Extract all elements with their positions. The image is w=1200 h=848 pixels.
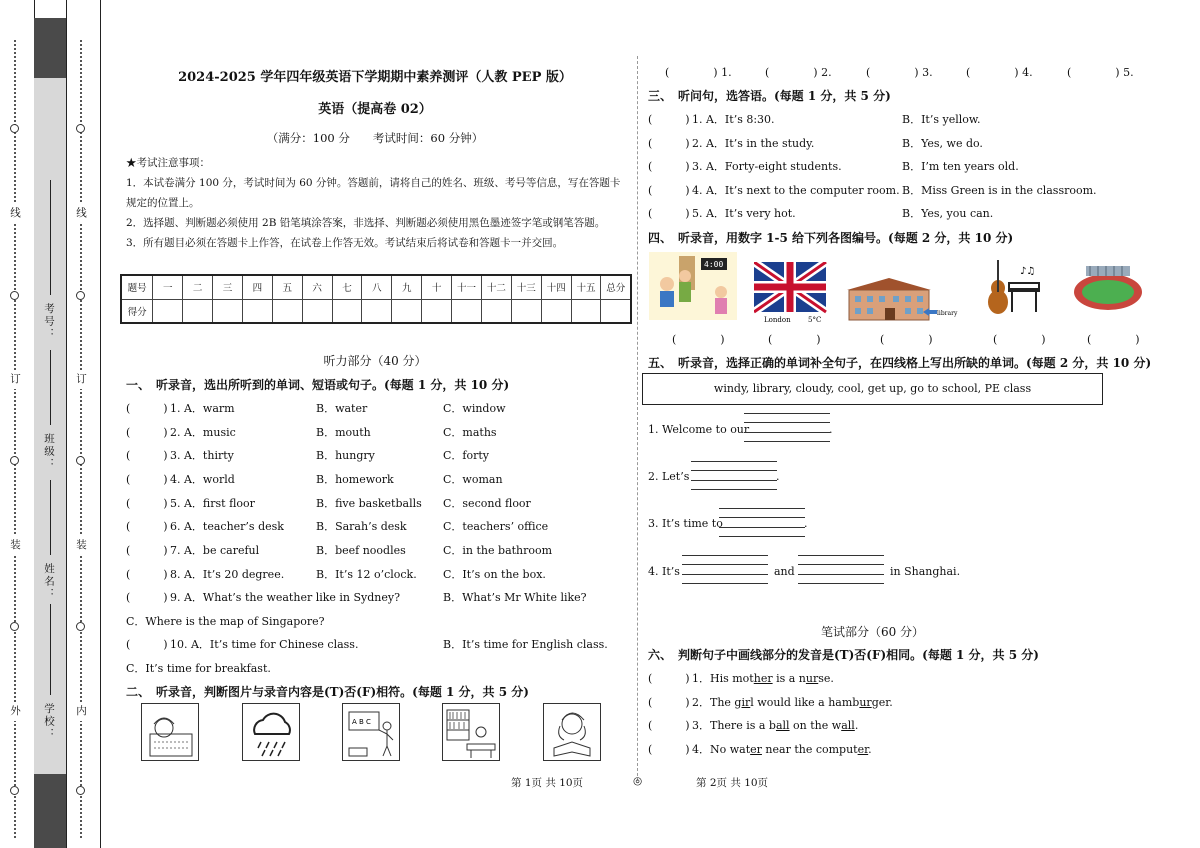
question-row: ( ) 3. A．thirty — [126, 449, 234, 462]
field-school-line[interactable] — [50, 600, 51, 695]
score-input-cell[interactable] — [541, 299, 571, 323]
option-c: C．window — [443, 402, 506, 415]
field-name-line[interactable] — [50, 480, 51, 555]
notice-3: 3．所有题目必须在答题卡上作答，在试卷上作答无效。考试结束后将试卷和答题卡一并交回。 — [126, 237, 564, 249]
girl-reading-picture — [543, 703, 601, 761]
score-input-cell[interactable] — [481, 299, 511, 323]
playground-picture — [1072, 262, 1144, 314]
field-id-line[interactable] — [50, 180, 51, 295]
rain-cloud-picture — [242, 703, 300, 761]
question-row: ( ) 3. A．Forty-eight students. — [648, 160, 842, 173]
s2-answer-5[interactable]: ( ) 5. — [1067, 66, 1134, 79]
notice-title: ★考试注意事项： — [126, 157, 210, 169]
svg-text:A B C: A B C — [352, 718, 371, 726]
sentence-text: No wat — [710, 743, 751, 756]
section3-title: 三、 听问句，选答语。(每题 1 分，共 5 分) — [648, 89, 891, 103]
option-c: C．teachers’ office — [443, 520, 549, 533]
question-row: ( ) 10. A．It’s time for Chinese class. — [126, 638, 359, 651]
question-row: ( ) 5. A．It’s very hot. — [648, 207, 796, 220]
inner-label-nei: 内 — [74, 702, 89, 721]
score-input-cell[interactable] — [302, 299, 332, 323]
score-cell: 十四 — [541, 275, 571, 299]
question-row: ( ) 9. A．What’s the weather like in Sydney? — [126, 591, 401, 604]
score-cell: 四 — [242, 275, 272, 299]
outer-label-ding: 订 — [8, 370, 23, 389]
s2-answer-3[interactable]: ( ) 3. — [866, 66, 933, 79]
field-name-label: 姓名： — [42, 560, 57, 604]
s6-question-1 — [648, 670, 834, 686]
music-instruments-picture — [980, 256, 1044, 320]
score-input-cell[interactable] — [362, 299, 392, 323]
score-cell: 八 — [362, 275, 392, 299]
sentence-text: se. — [818, 672, 834, 685]
score-cell: 三 — [213, 275, 243, 299]
underlined-sound: her — [753, 672, 773, 685]
s5-sentence-1: 1. Welcome to our — [648, 423, 750, 436]
score-input-cell[interactable] — [332, 299, 362, 323]
classroom-blackboard-picture — [342, 703, 400, 761]
sentence-text: is a n — [772, 672, 806, 685]
inner-label-ding: 订 — [74, 370, 89, 389]
question-number: 2． — [692, 696, 710, 709]
option-b: B．Sarah’s desk — [316, 520, 407, 533]
question-row: ( ) 5. A．first floor — [126, 497, 255, 510]
option-b: B．I’m ten years old. — [902, 160, 1019, 173]
score-cell: 五 — [272, 275, 302, 299]
option-b: B．What’s Mr White like? — [443, 591, 587, 604]
score-input-cell[interactable] — [153, 299, 183, 323]
field-class-label: 班级： — [42, 430, 57, 474]
s5-sentence-4-end: in Shanghai. — [890, 565, 961, 578]
field-id-label: 考号： — [42, 300, 57, 344]
listening-title: 听力部分（40 分） — [323, 354, 427, 368]
question-row: ( ) 2. A．It’s in the study. — [648, 137, 815, 150]
option-c: C．It’s time for breakfast. — [126, 662, 271, 675]
option-c: C．second floor — [443, 497, 531, 510]
score-table — [120, 274, 632, 324]
score-cell: 总分 — [601, 275, 631, 299]
option-b: B．homework — [316, 473, 394, 486]
section6-title: 六、 判断句子中画线部分的发音是(T)否(F)相同。(每题 1 分，共 5 分) — [648, 648, 1039, 662]
london-label: London — [764, 316, 791, 324]
sentence-text: ger. — [871, 696, 893, 709]
score-input-cell[interactable] — [213, 299, 243, 323]
option-b: B．Yes, we do. — [902, 137, 983, 150]
option-b: B．five basketballs — [316, 497, 422, 510]
underlined-sound: ur — [805, 672, 819, 685]
option-c: C．woman — [443, 473, 503, 486]
s6-question-3 — [648, 717, 858, 733]
library-label: library — [937, 310, 958, 317]
question-row: ( ) 4. A．It’s next to the computer room. — [648, 184, 900, 197]
score-input-cell[interactable] — [392, 299, 422, 323]
uk-flag-picture — [754, 262, 828, 324]
option-b: B．water — [316, 402, 368, 415]
inner-label-xian: 线 — [74, 204, 89, 223]
score-cell: 十 — [422, 275, 452, 299]
s5-sentence-4-and: and — [774, 565, 795, 578]
inner-label-zhuang: 装 — [74, 536, 89, 555]
section5-title: 五、 听录音，选择正确的单词补全句子，在四线格上写出所缺的单词。(每题 2 分，共 10 分) — [648, 356, 1152, 370]
option-b: B．It’s 12 o’clock. — [316, 568, 417, 581]
question-row: ( ) 1. A．warm — [126, 402, 235, 415]
s5-sentence-4-start: 4. It’s — [648, 565, 680, 578]
answer-paren[interactable]: ( ) — [648, 743, 690, 756]
question-row: ( ) 6. A．teacher’s desk — [126, 520, 284, 533]
s4-answer-3[interactable]: ( ) — [880, 333, 933, 346]
score-input-cell[interactable] — [422, 299, 452, 323]
s2-answer-2[interactable]: ( ) 2. — [765, 66, 832, 79]
page-number-right: 第 2页 共 10页 — [696, 777, 769, 789]
underlined-sound: er — [857, 743, 869, 756]
score-cell: 一 — [153, 275, 183, 299]
library-room-picture — [442, 703, 500, 761]
s5-sentence-2: 2. Let’s — [648, 470, 690, 483]
score-cell: 题号 — [121, 275, 153, 299]
s6-question-4 — [648, 741, 872, 757]
option-c: C．in the bathroom — [443, 544, 553, 557]
four-line-grid[interactable] — [682, 555, 768, 585]
clock-text: 4:00 — [704, 260, 724, 269]
s6-question-2 — [648, 694, 893, 710]
s4-answer-4[interactable]: ( ) — [993, 333, 1046, 346]
question-row: ( ) 2. A．music — [126, 426, 236, 439]
score-input-cell[interactable] — [272, 299, 302, 323]
score-input-cell[interactable] — [511, 299, 541, 323]
underlined-sound: er — [750, 743, 762, 756]
center-mark: ◎ — [633, 775, 643, 787]
s4-answer-5[interactable]: ( ) — [1087, 333, 1140, 346]
field-class-line[interactable] — [50, 350, 51, 425]
outer-label-xian: 线 — [8, 204, 23, 223]
score-table-header-row — [121, 275, 631, 299]
option-b: B．It’s time for English class. — [443, 638, 608, 651]
score-cell: 十一 — [452, 275, 482, 299]
option-b: B．Yes, you can. — [902, 207, 994, 220]
score-cell: 七 — [332, 275, 362, 299]
answer-paren[interactable]: ( ) — [648, 696, 690, 709]
score-cell: 六 — [302, 275, 332, 299]
sentence-text: The g — [710, 696, 742, 709]
exam-title: 2024-2025 学年四年级英语下学期期中素养测评（人教 PEP 版） — [178, 70, 572, 85]
sentence-text: His mot — [710, 672, 754, 685]
four-line-grid[interactable] — [744, 413, 830, 443]
question-row: ( ) 7. A．be careful — [126, 544, 260, 557]
option-b: B．mouth — [316, 426, 371, 439]
question-row: ( ) 4. A．world — [126, 473, 235, 486]
notice-2: 2．选择题、判断题必须使用 2B 铅笔填涂答案，非选择、判断题必须使用黑色墨迹签字笔或钢笔答题。 — [126, 217, 606, 229]
s4-answer-1[interactable]: ( ) — [672, 333, 725, 346]
option-c: C．maths — [443, 426, 497, 439]
option-b: B．hungry — [316, 449, 375, 462]
writing-title: 笔试部分（60 分） — [820, 625, 925, 639]
question-row: ( ) 1. A．It’s 8:30. — [648, 113, 775, 126]
underlined-sound: all — [775, 719, 790, 732]
underlined-sound: all — [841, 719, 855, 732]
score-input-cell[interactable] — [571, 299, 601, 323]
sentence-text: near the comput — [761, 743, 858, 756]
outer-label-zhuang: 装 — [8, 536, 23, 555]
four-line-grid[interactable] — [719, 508, 805, 538]
score-cell: 十五 — [571, 275, 601, 299]
sentence-text: . — [868, 743, 872, 756]
score-input-cell[interactable] — [601, 299, 631, 323]
sentence-text: There is a b — [710, 719, 776, 732]
option-b: B．Miss Green is in the classroom. — [902, 184, 1097, 197]
underlined-sound: ir — [741, 696, 751, 709]
section4-title: 四、 听录音，用数字 1-5 给下列各图编号。(每题 2 分，共 10 分) — [648, 231, 1014, 245]
answer-paren[interactable]: ( ) — [648, 672, 690, 685]
s4-answer-2[interactable]: ( ) — [768, 333, 821, 346]
score-cell: 得分 — [121, 299, 153, 323]
section1-title: 一、 听录音，选出所听到的单词、短语或句子。(每题 1 分，共 10 分) — [126, 378, 510, 392]
sentence-text: . — [854, 719, 859, 732]
temperature-label: 5°C — [808, 316, 822, 324]
outer-label-wai: 外 — [8, 702, 23, 721]
s5-sentence-3: 3. It’s time to — [648, 517, 723, 530]
s2-answer-1[interactable]: ( ) 1. — [665, 66, 732, 79]
score-input-cell[interactable] — [452, 299, 482, 323]
school-library-picture — [845, 278, 961, 322]
sentence-text: on the w — [789, 719, 842, 732]
option-c: C．It’s on the box. — [443, 568, 546, 581]
four-line-grid[interactable] — [691, 461, 777, 491]
underlined-sound: ur — [859, 696, 872, 709]
score-cell: 十三 — [511, 275, 541, 299]
exam-meta: （满分：100 分 考试时间：60 分钟） — [266, 131, 484, 145]
option-c: C．forty — [443, 449, 490, 462]
score-cell: 十二 — [481, 275, 511, 299]
field-school-label: 学校： — [42, 700, 57, 744]
four-line-grid[interactable] — [798, 555, 884, 585]
kids-clock-picture — [649, 252, 737, 320]
sleeping-child-picture — [141, 703, 199, 761]
exam-subtitle: 英语（提高卷 02） — [318, 102, 432, 117]
svg-text:♪♫: ♪♫ — [1020, 266, 1036, 277]
question-row: ( ) 8. A．It’s 20 degree. — [126, 568, 285, 581]
question-number: 4． — [692, 743, 710, 756]
option-b: B．beef noodles — [316, 544, 406, 557]
word-bank: windy, library, cloudy, cool, get up, go to school, PE class — [642, 373, 1103, 405]
score-input-cell[interactable] — [242, 299, 272, 323]
sentence-text: l would like a hamb — [750, 696, 860, 709]
score-input-cell[interactable] — [183, 299, 213, 323]
answer-paren[interactable]: ( ) — [648, 719, 690, 732]
question-number: 3． — [692, 719, 710, 732]
page-divider — [637, 56, 638, 781]
s2-answer-4[interactable]: ( ) 4. — [966, 66, 1033, 79]
page-number-left: 第 1页 共 10页 — [511, 777, 584, 789]
score-table-score-row — [121, 299, 631, 323]
score-cell: 九 — [392, 275, 422, 299]
question-number: 1． — [692, 672, 710, 685]
score-cell: 二 — [183, 275, 213, 299]
notice-1: 1．本试卷满分 100 分，考试时间为 60 分钟。答题前，请将自己的姓名、班级、考号等信息，写在答题卡规定的位置上。 — [126, 177, 621, 209]
option-b: B．It’s yellow. — [902, 113, 981, 126]
section2-title: 二、 听录音，判断图片与录音内容是(T)否(F)相符。(每题 1 分，共 5 分) — [126, 685, 529, 699]
option-c: C．Where is the map of Singapore? — [126, 615, 325, 628]
